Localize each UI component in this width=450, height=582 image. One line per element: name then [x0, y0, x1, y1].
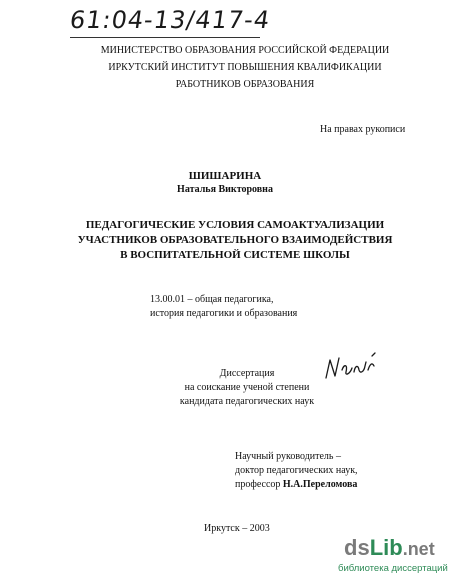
logo-ds: ds: [344, 535, 370, 560]
handwritten-registry-code: 61:04-13/417-4: [68, 6, 273, 34]
title-line-1: ПЕДАГОГИЧЕСКИЕ УСЛОВИЯ САМОАКТУАЛИЗАЦИИ: [85, 219, 385, 231]
author-surname: ШИШАРИНА: [188, 170, 262, 182]
supervisor-label: Научный руководитель –: [235, 451, 341, 462]
ministry-header: [95, 42, 395, 93]
code-underline: [70, 37, 260, 38]
watermark-caption: библиотека диссертаций: [338, 563, 448, 574]
supervisor-name: Н.А.Переломова: [282, 479, 358, 490]
title-line-2: УЧАСТНИКОВ ОБРАЗОВАТЕЛЬНОГО ВЗАИМОДЕЙСТВИЯ: [77, 234, 393, 246]
logo-lib: Lib: [369, 535, 403, 560]
rights-note: На правах рукописи: [320, 124, 406, 135]
specialty: [150, 293, 380, 321]
dslib-logo: [344, 534, 435, 563]
author-name: Наталья Викторовна: [177, 184, 273, 195]
author: [0, 170, 450, 196]
institute-line-cont: РАБОТНИКОВ ОБРАЗОВАНИЯ: [175, 79, 315, 90]
supervisor: [235, 450, 435, 492]
supervisor-title-line: [235, 478, 435, 492]
supervisor-rank: профессор: [235, 479, 283, 490]
degree-line: на соискание ученой степени: [184, 382, 310, 393]
degree-statement: [162, 367, 332, 409]
title-line-3: В ВОСПИТАТЕЛЬНОЙ СИСТЕМЕ ШКОЛЫ: [120, 249, 350, 261]
logo-net: .net: [402, 539, 435, 559]
dissertation-title: [70, 218, 400, 263]
city-year: Иркутск – 2003: [204, 523, 270, 534]
dissertation-label: Диссертация: [219, 368, 275, 379]
dslib-watermark: [338, 534, 450, 582]
supervisor-degree: доктор педагогических наук,: [235, 465, 358, 476]
degree-field-line: кандидата педагогических наук: [179, 396, 315, 407]
specialty-name-line: история педагогики и образования: [150, 308, 298, 319]
specialty-code-line: 13.00.01 – общая педагогика,: [150, 294, 274, 305]
institute-line: ИРКУТСКИЙ ИНСТИТУТ ПОВЫШЕНИЯ КВАЛИФИКАЦИИ: [108, 62, 382, 73]
ministry-line: МИНИСТЕРСТВО ОБРАЗОВАНИЯ РОССИЙСКОЙ ФЕДЕРАЦИИ: [100, 45, 390, 56]
